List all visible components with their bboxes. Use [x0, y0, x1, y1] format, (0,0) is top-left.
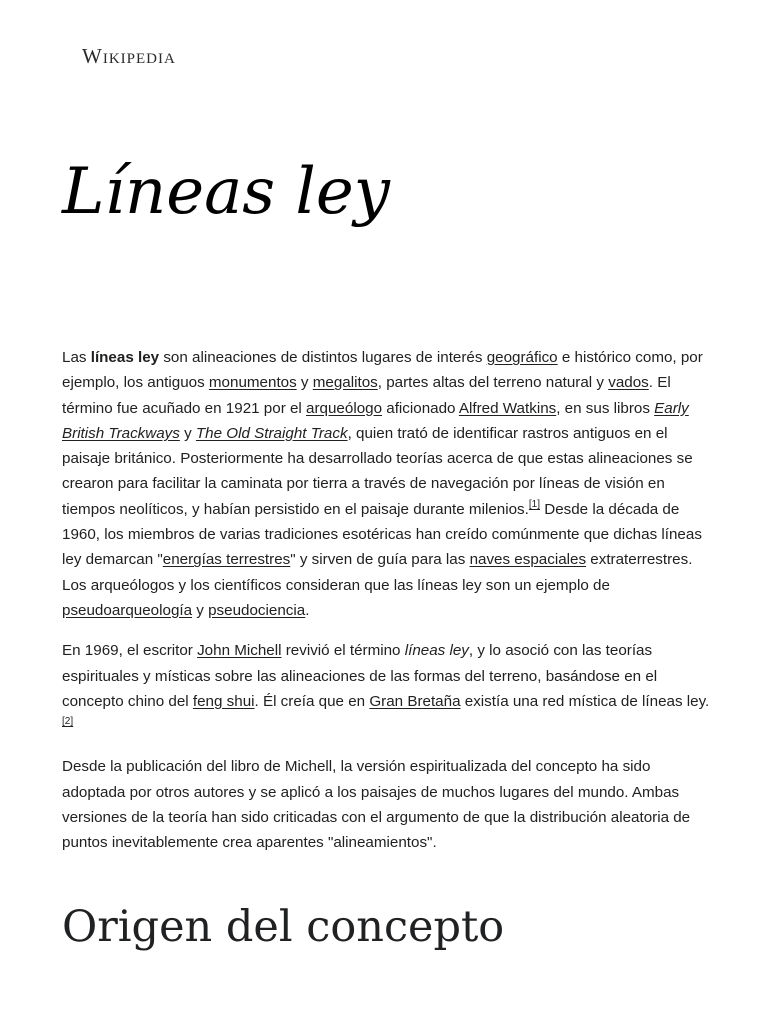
reference-link-1[interactable]: [1] — [528, 498, 540, 510]
text: aficionado — [382, 399, 459, 417]
text: y — [296, 374, 313, 392]
link-alfred-watkins[interactable]: Alfred Watkins — [458, 399, 557, 417]
text: y — [179, 424, 196, 442]
link-arqueologo[interactable]: arqueólogo — [306, 399, 383, 417]
article-body — [62, 345, 710, 871]
text: . — [305, 601, 310, 619]
text: Desde la década de 1960, los miembros de varias tradiciones esotéricas han creído comúnmente que dichas líneas ley demarcan " — [62, 500, 702, 569]
link-vados[interactable]: vados — [608, 374, 649, 392]
text: . Él creía que en — [254, 692, 370, 710]
text: En 1969, el escritor — [62, 642, 198, 660]
text: revivió el término — [281, 642, 405, 660]
text: e histórico como, por ejemplo, los antiguos — [62, 349, 703, 392]
link-early-british-trackways[interactable]: Early British Trackways — [62, 399, 689, 442]
text: . El término fue acuñado en 1921 por el — [62, 374, 671, 417]
link-naves-espaciales[interactable]: naves espaciales — [469, 551, 587, 569]
link-geografico[interactable]: geográfico — [486, 349, 558, 366]
text: son alineaciones de distintos lugares de interés — [159, 349, 487, 366]
text: " y sirven de guía para las — [290, 551, 470, 569]
section-heading: Origen del concepto — [62, 902, 505, 952]
text: , en sus libros — [556, 399, 655, 417]
history-paragraph — [62, 638, 710, 739]
link-energias-terrestres[interactable]: energías terrestres — [162, 551, 291, 569]
text: extraterrestres. Los arqueólogos y los científicos consideran que las líneas ley son un ejemplo de — [62, 551, 693, 594]
adoption-paragraph: Desde la publicación del libro de Michell, la versión espiritualizada del concepto ha sido adoptada por otros autores y se aplicó a los paisajes de muchos lugares del mundo. Ambas versiones de la teoría han sido criticadas con el argumento de que la distribución aleatoria de puntos inevitablemente crea aparentes "alineamientos". — [62, 758, 691, 852]
link-megalitos[interactable]: megalitos — [312, 374, 378, 392]
link-feng-shui[interactable]: feng shui — [192, 692, 255, 710]
link-monumentos[interactable]: monumentos — [208, 374, 297, 392]
intro-paragraph — [62, 345, 710, 623]
page-title: Líneas ley — [62, 155, 390, 229]
link-pseudoarqueologia[interactable]: pseudoarqueología — [62, 601, 193, 619]
link-old-straight-track[interactable]: The Old Straight Track — [195, 424, 348, 442]
reference-link-2[interactable]: [2] — [62, 716, 74, 728]
text: y — [192, 601, 209, 619]
text: Las — [62, 349, 91, 366]
text: , partes altas del terreno natural y — [377, 374, 609, 392]
text: , quien trató de identificar rastros antiguos en el paisaje británico. Posteriormente ha desarrollado teorías acerca de que estas alineaciones se crearon para facilitar la caminata por tierra a través de navegación por líneas de visión en tiempos neolíticos, y habían persistido en el paisaje durante milenios. — [62, 424, 693, 518]
link-gran-bretana[interactable]: Gran Bretaña — [369, 692, 461, 710]
text: , y lo asoció con las teorías espirituales y místicas sobre las alineaciones de las formas del terreno, basándose en el concepto chino del — [62, 642, 658, 710]
link-pseudociencia[interactable]: pseudociencia — [208, 601, 306, 619]
italic-term: líneas ley — [404, 642, 469, 660]
text: existía una red mística de líneas ley. — [460, 692, 710, 710]
wikipedia-logo[interactable]: Wikipedia — [82, 44, 176, 68]
link-john-michell[interactable]: John Michell — [197, 642, 282, 660]
bold-term: líneas ley — [90, 349, 160, 366]
